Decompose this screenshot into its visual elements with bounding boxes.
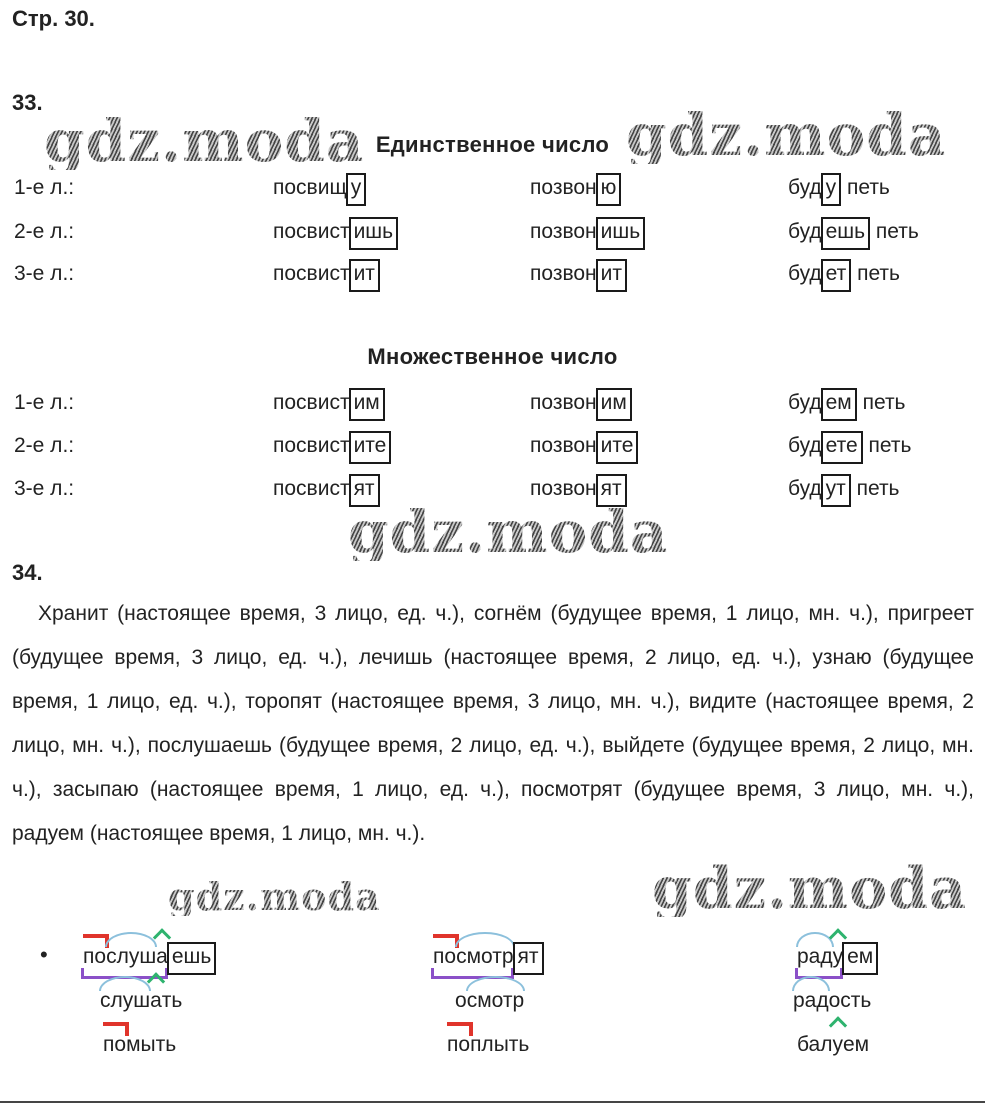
morpheme-plain: ость bbox=[828, 989, 872, 1012]
morpheme-end: ят bbox=[349, 474, 380, 507]
morpheme-end: ишь bbox=[349, 217, 399, 250]
morpheme-root: смотр bbox=[456, 945, 514, 968]
morpheme-plain: петь bbox=[870, 220, 919, 243]
bullet-marker: • bbox=[40, 942, 48, 967]
morpheme-end: ит bbox=[596, 259, 627, 292]
word-stem bbox=[83, 944, 168, 970]
morpheme-plain: ть bbox=[161, 989, 183, 1012]
plural-table-title: Множественное число bbox=[367, 344, 618, 369]
morpheme-plain: посвист bbox=[273, 262, 350, 285]
morpheme-root: рад bbox=[793, 989, 829, 1012]
analyzed-word-poslushaesh bbox=[83, 944, 216, 970]
morpheme-pre: по bbox=[103, 1033, 127, 1056]
morpheme-plain: буд bbox=[788, 391, 822, 414]
verb-cell bbox=[273, 175, 366, 201]
morpheme-plain: посвист bbox=[273, 477, 350, 500]
morpheme-plain: посвист bbox=[273, 391, 350, 414]
morpheme-end: ят bbox=[513, 942, 544, 975]
exercise-33-number: 33. bbox=[12, 90, 43, 115]
conjugation-row bbox=[0, 390, 985, 422]
related-word-radost bbox=[793, 988, 871, 1014]
watermark-gdz-moda: gdz.moda bbox=[626, 101, 947, 169]
morpheme-plain: позвон bbox=[530, 220, 597, 243]
verb-cell bbox=[530, 476, 627, 502]
verb-cell bbox=[273, 433, 391, 459]
morpheme-end: ете bbox=[821, 431, 863, 464]
person-label: 2-е л.: bbox=[14, 220, 75, 243]
word-stem bbox=[797, 944, 843, 970]
morpheme-root: слуш bbox=[106, 945, 157, 968]
morpheme-end: у bbox=[821, 173, 842, 206]
morpheme-plain: позвон bbox=[530, 434, 597, 457]
watermark-gdz-moda: gdz.moda bbox=[652, 855, 968, 922]
verb-cell bbox=[530, 261, 627, 287]
morpheme-suf: у bbox=[832, 945, 844, 968]
verb-cell bbox=[788, 390, 906, 416]
verb-cell bbox=[788, 175, 890, 201]
morpheme-plain: о bbox=[455, 989, 467, 1012]
morpheme-plain: буд bbox=[788, 477, 822, 500]
morpheme-end: ят bbox=[596, 474, 627, 507]
verb-cell bbox=[788, 433, 911, 459]
morpheme-plain: петь bbox=[862, 434, 912, 457]
verb-cell bbox=[530, 433, 638, 459]
verb-cell bbox=[530, 390, 632, 416]
morpheme-plain: буд bbox=[788, 434, 822, 457]
verb-cell bbox=[530, 175, 621, 201]
watermark-gdz-moda: gdz.moda bbox=[348, 498, 669, 566]
conjugation-row bbox=[0, 433, 985, 465]
morpheme-end: ит bbox=[349, 259, 380, 292]
morpheme-end: ешь bbox=[167, 942, 216, 975]
morpheme-suf: а bbox=[156, 945, 168, 968]
morpheme-plain: позвон bbox=[530, 262, 597, 285]
morpheme-root: слуш bbox=[100, 989, 151, 1012]
morpheme-end: ем bbox=[821, 388, 857, 421]
person-label: 3-е л.: bbox=[14, 477, 75, 500]
analyzed-word-raduem bbox=[797, 944, 878, 970]
analyzed-word-posmotryat bbox=[433, 944, 544, 970]
page-label: Стр. 30. bbox=[12, 6, 95, 31]
morpheme-plain: петь bbox=[841, 176, 890, 199]
exercise-34-number: 34. bbox=[12, 560, 43, 585]
morpheme-pre: по bbox=[447, 1033, 471, 1056]
conjugation-row bbox=[0, 175, 985, 207]
morpheme-plain: буд bbox=[788, 262, 822, 285]
morpheme-suf: у bbox=[832, 1033, 843, 1056]
morpheme-end: им bbox=[349, 388, 385, 421]
related-word-baluem bbox=[797, 1032, 869, 1058]
morpheme-plain: посвист bbox=[273, 220, 350, 243]
watermark-gdz-moda: gdz.moda bbox=[44, 107, 365, 175]
word-stem bbox=[433, 944, 514, 970]
verb-cell bbox=[273, 476, 380, 502]
verb-cell bbox=[788, 219, 919, 245]
morpheme-plain: позвон bbox=[530, 391, 597, 414]
verb-cell bbox=[273, 390, 385, 416]
morpheme-end: им bbox=[596, 388, 632, 421]
morpheme-plain: посвищ bbox=[273, 176, 347, 199]
morpheme-plain: мыть bbox=[126, 1033, 177, 1056]
morpheme-pre: по bbox=[433, 945, 457, 968]
morpheme-plain: буд bbox=[788, 220, 822, 243]
morpheme-root: рад bbox=[797, 945, 833, 968]
person-label: 3-е л.: bbox=[14, 262, 75, 285]
person-label: 2-е л.: bbox=[14, 434, 75, 457]
conjugation-row bbox=[0, 261, 985, 293]
verb-cell bbox=[273, 261, 380, 287]
morpheme-plain: ем bbox=[842, 1033, 870, 1056]
morpheme-end: ет bbox=[821, 259, 852, 292]
morpheme-plain: петь bbox=[850, 477, 900, 500]
verb-cell bbox=[530, 219, 645, 245]
morpheme-end: ите bbox=[349, 431, 392, 464]
morpheme-end: у bbox=[346, 173, 367, 206]
morpheme-end: ут bbox=[821, 474, 851, 507]
person-label: 1-е л.: bbox=[14, 391, 75, 414]
answer-paragraph: Хранит (настоящее время, 3 лицо, ед. ч.), согнём (будущее время, 1 лицо, мн. ч.), пригреет (будущее время, 3 лицо, ед. ч.), лечишь (настоящее время, 2 лицо, ед. ч.), узнаю (будущее время, 1 лицо, ед. ч.), торопят (настоящее время, 3 лицо, мн. ч.), видите (настоящее время, 2 лицо, мн. ч.), послушаешь (будущее время, 2 лицо, ед. ч.), выйдете (будущее время, 2 лицо, мн. ч.), засыпаю (настоящее время, 1 лицо, ед. ч.), посмотрят (будущее время, 3 лицо, мн. ч.), радуем (настоящее время, 1 лицо, мн. ч.). bbox=[12, 602, 974, 845]
conjugation-row bbox=[0, 219, 985, 251]
morpheme-plain: петь bbox=[856, 391, 906, 414]
morpheme-plain: плыть bbox=[470, 1033, 530, 1056]
person-label: 1-е л.: bbox=[14, 176, 75, 199]
morpheme-plain: буд bbox=[788, 176, 822, 199]
morpheme-end: ешь bbox=[821, 217, 870, 250]
morpheme-end: ишь bbox=[596, 217, 646, 250]
morpheme-plain: бал bbox=[797, 1033, 833, 1056]
verb-cell bbox=[788, 476, 900, 502]
conjugation-row bbox=[0, 476, 985, 508]
related-word-pomyt bbox=[103, 1032, 176, 1058]
morpheme-end: ите bbox=[596, 431, 639, 464]
morpheme-plain: позвон bbox=[530, 477, 597, 500]
morpheme-plain: петь bbox=[851, 262, 900, 285]
verb-cell bbox=[273, 219, 398, 245]
morpheme-end: ем bbox=[842, 942, 878, 975]
related-word-slushat bbox=[100, 988, 182, 1014]
morpheme-end: ю bbox=[596, 173, 622, 206]
morpheme-pre: по bbox=[83, 945, 107, 968]
morpheme-plain: посвист bbox=[273, 434, 350, 457]
morpheme-plain: позвон bbox=[530, 176, 597, 199]
morpheme-root: смотр bbox=[466, 989, 525, 1012]
related-word-poplyt bbox=[447, 1032, 529, 1058]
related-word-osmotr bbox=[455, 988, 524, 1014]
morpheme-suf: а bbox=[150, 989, 162, 1012]
singular-table-title: Единственное число bbox=[375, 132, 610, 157]
watermark-gdz-moda: gdz.moda bbox=[168, 874, 381, 919]
verb-cell bbox=[788, 261, 900, 287]
